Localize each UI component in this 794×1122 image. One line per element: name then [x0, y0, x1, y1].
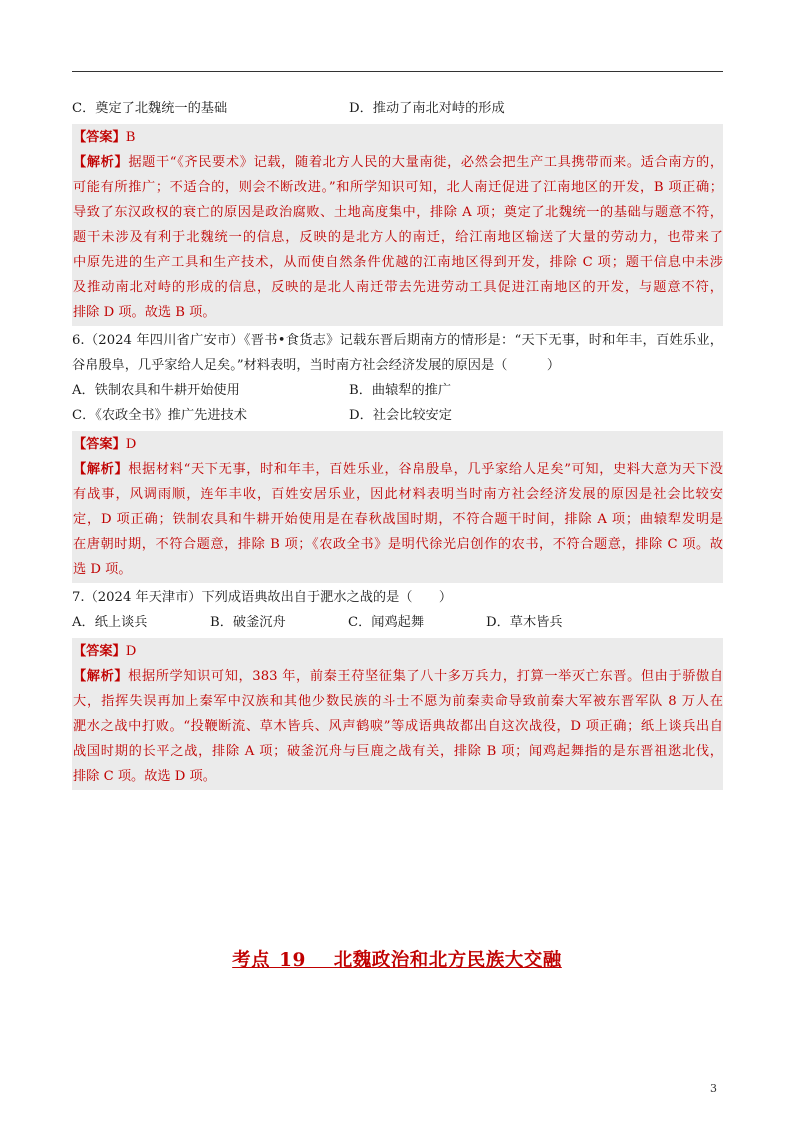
header-rule	[72, 71, 723, 72]
q6-analysis-line: 定，D 项正确；铁制农具和牛耕开始使用是在春秋战国时期，不符合题干时间，排除 A 项；曲辕犁发明是	[73, 512, 723, 527]
q6-option-b: B．曲辕犁的推广	[349, 383, 452, 398]
page-number: 3	[710, 1082, 717, 1095]
q7-option-c: C．闻鸡起舞	[348, 615, 425, 630]
analysis-tag: 【解析】	[73, 669, 129, 684]
q5-answer: B	[125, 130, 136, 145]
q6-analysis-line: 【解析】根据材料“天下无事，时和年丰，百姓乐业，谷帛殷阜，几乎家给人足矣”可知，史料大意为天下没	[73, 462, 723, 477]
q6-analysis-line: 在唐朝时期，不符合题意，排除 B 项；《农政全书》是明代徐光启创作的农书，不符合题意，排除 C 项。故	[73, 537, 723, 552]
analysis-tag: 【解析】	[73, 462, 129, 477]
q5-answer-line	[72, 125, 723, 150]
q6-analysis-line: 选 D 项。	[73, 562, 132, 577]
section-title: 考点 19 北魏政治和北方民族大交融	[232, 950, 562, 971]
q5-option-d: D．推动了南北对峙的形成	[349, 101, 505, 116]
q5-analysis-line: 及推动南北对峙的形成的信息，反映的是北人南迁带去先进劳动工具促进江南地区的开发，与题意不符，	[73, 280, 723, 295]
q5-option-c: C．奠定了北魏统一的基础	[72, 101, 228, 116]
q7-option-b: B．破釜沉舟	[210, 615, 286, 630]
answer-tag: 【答案】	[73, 130, 126, 145]
q6-option-c: C．《农政全书》推广先进技术	[72, 408, 247, 423]
q5-analysis-line: 导致了东汉政权的衰亡的原因是政治腐败、土地高度集中，排除 A 项；奠定了北魏统一的基础与题意不符，	[73, 205, 723, 220]
analysis-tag: 【解析】	[73, 155, 129, 170]
q7-analysis-line: 大，指挥失误再加上秦军中汉族和其他少数民族的斗士不愿为前秦卖命导致前秦大军被东晋军队 8 万人在	[73, 694, 723, 709]
q5-analysis-line: 排除 D 项。故选 B 项。	[73, 305, 216, 320]
q5-analysis-line: 可能有所推广；不适合的，则会不断改进。”和所学知识可知，北人南迁促进了江南地区的开发，B 项正确；	[73, 180, 723, 195]
q7-answer: D	[125, 644, 137, 659]
q5-answer-block	[72, 124, 723, 326]
q6-analysis-line: 有战事，风调雨顺，连年丰收，百姓安居乐业，因此材料表明当时南方社会经济发展的原因是社会比较安	[73, 487, 723, 502]
q5-analysis-line: 【解析】据题干“《齐民要术》记载，随着北方人民的大量南徙，必然会把生产工具携带而来。适合南方的，	[73, 155, 724, 170]
q6-option-d: D．社会比较安定	[349, 408, 452, 423]
q5-options-cd	[72, 96, 723, 121]
page-content	[72, 96, 723, 792]
q7-analysis-line: 【解析】根据所学知识可知，383 年，前秦王苻坚征集了八十多万兵力，打算一举灭亡东晋。但由于骄傲自	[73, 669, 724, 684]
q7-analysis-line: 战国时期的长平之战，排除 A 项；破釜沉舟与巨鹿之战有关，排除 B 项；闻鸡起舞指的是东晋祖逖北伐，	[73, 744, 723, 759]
q7-analysis-line: 淝水之战中打败。“投鞭断流、草木皆兵、风声鹤唳”等成语典故都出自这次战役，D 项正确；纸上谈兵出自	[73, 719, 723, 734]
q7-options	[72, 610, 723, 635]
answer-tag: 【答案】	[73, 644, 126, 659]
q7-option-d: D．草木皆兵	[486, 615, 563, 630]
q6-answer-line	[72, 432, 723, 457]
q6-options-cd	[72, 403, 723, 428]
q6-answer: D	[125, 437, 137, 452]
q6-stem-line: 6.（2024 年四川省广安市）《晋书•食货志》记载东晋后期南方的情形是：“天下无事，时和年丰，百姓乐业，	[72, 333, 723, 348]
q7-stem: 7.（2024 年天津市）下列成语典故出自于淝水之战的是（ ）	[72, 590, 453, 605]
q5-analysis-line: 题干未涉及有利于北魏统一的信息，反映的是北方人的南迁，给江南地区输送了大量的劳动力，也带来了	[73, 230, 723, 245]
q6-option-a: A．铁制农具和牛耕开始使用	[72, 383, 240, 398]
answer-tag: 【答案】	[73, 437, 126, 452]
q6-stem-line: 谷帛殷阜，几乎家给人足矣。”材料表明，当时南方社会经济发展的原因是（ ）	[72, 358, 561, 373]
q7-analysis-line: 排除 C 项。故选 D 项。	[73, 769, 216, 784]
q7-answer-line	[72, 639, 723, 664]
q6-answer-block	[72, 431, 723, 583]
q5-analysis-line: 中原先进的生产工具和生产技术，从而使自然条件优越的江南地区得到开发，排除 C 项；题干信息中未涉	[73, 255, 723, 270]
q6-options-ab	[72, 378, 723, 403]
q7-answer-block	[72, 638, 723, 790]
q7-option-a: A．纸上谈兵	[72, 615, 148, 630]
